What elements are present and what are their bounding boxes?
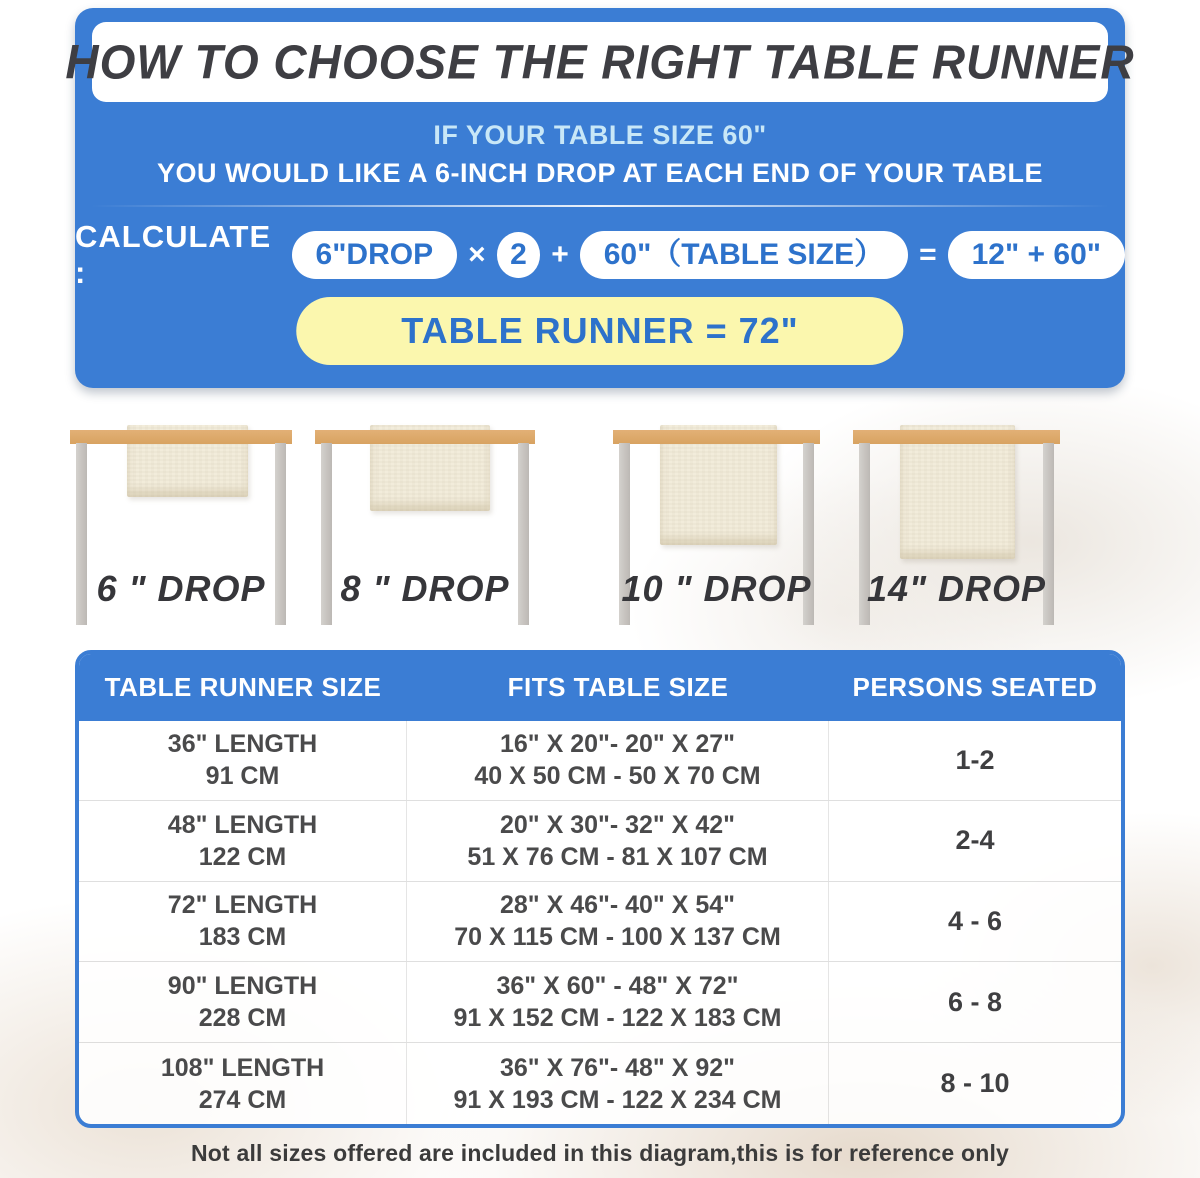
- runner-size-cm: 122 CM: [198, 842, 287, 871]
- fits-size-inches: 28" X 46"- 40" X 54": [499, 891, 736, 920]
- fits-size-inches: 20" X 30"- 32" X 42": [499, 810, 736, 839]
- persons-seated-cell: [829, 1043, 1121, 1124]
- header-cell-persons-seated: PERSONS SEATED: [852, 671, 1098, 702]
- times-sign: ×: [468, 238, 486, 271]
- table-row: [79, 720, 1121, 801]
- size-table-header: [78, 653, 1122, 721]
- header-cell-runner-size: TABLE RUNNER SIZE: [104, 671, 382, 702]
- fits-table-size-cell: [407, 1043, 829, 1124]
- runner-size-cm: 274 CM: [198, 1085, 287, 1114]
- drop-label: 10 " DROP: [621, 568, 812, 609]
- equals-sign: =: [919, 238, 937, 271]
- fits-size-inches: 16" X 20"- 20" X 27": [499, 729, 736, 758]
- page-title: HOW TO CHOOSE THE RIGHT TABLE RUNNER: [65, 34, 1135, 90]
- persons-seated-value: 2-4: [955, 825, 995, 856]
- runner-size-inches: 36" LENGTH: [167, 729, 318, 758]
- fits-table-size-cell: [407, 720, 829, 800]
- result-pill: TABLE RUNNER = 72": [296, 297, 903, 365]
- persons-seated-value: 4 - 6: [947, 906, 1003, 937]
- drop-label: 6 " DROP: [96, 568, 266, 609]
- persons-seated-value: 8 - 10: [940, 1068, 1010, 1099]
- calculation-row: [75, 219, 1125, 290]
- header-panel: [65, 8, 1135, 388]
- table-row: [79, 1043, 1121, 1124]
- plus-sign: +: [551, 238, 569, 271]
- size-table: [75, 650, 1125, 1128]
- drop-label: 8 " DROP: [340, 568, 510, 609]
- table-runner-illustration: [900, 425, 1015, 559]
- runner-size-cell: [79, 882, 407, 962]
- runner-size-inches: 48" LENGTH: [167, 810, 318, 839]
- persons-seated-cell: [829, 882, 1121, 962]
- runner-size-cm: 183 CM: [198, 923, 287, 952]
- persons-seated-cell: [829, 801, 1121, 881]
- fits-size-cm: 91 X 152 CM - 122 X 183 CM: [453, 1004, 782, 1033]
- runner-size-inches: 108" LENGTH: [160, 1053, 325, 1082]
- table-row: [79, 801, 1121, 882]
- tabletop-illustration: [853, 430, 1060, 444]
- fits-size-cm: 70 X 115 CM - 100 X 137 CM: [454, 923, 781, 952]
- runner-size-cm: 91 CM: [205, 761, 280, 790]
- drop-figure-8: [315, 430, 535, 630]
- runner-size-cell: [79, 962, 407, 1042]
- subtitle-line-1: IF YOUR TABLE SIZE 60": [433, 120, 767, 150]
- fits-size-inches: 36" X 76"- 48" X 92": [499, 1053, 736, 1082]
- runner-size-inches: 72" LENGTH: [167, 891, 318, 920]
- size-table-body: [79, 720, 1121, 1124]
- sum-pill: 12" + 60": [948, 231, 1125, 279]
- table-row: [79, 962, 1121, 1043]
- calculate-label: CALCULATE :: [75, 219, 272, 290]
- drop-figure-10: [613, 430, 820, 630]
- header-cell-fits-table-size: FITS TABLE SIZE: [507, 671, 729, 702]
- table-size-pill: 60"（TABLE SIZE）: [580, 231, 908, 279]
- drop-label: 14" DROP: [866, 568, 1047, 609]
- drop-figure-6: [70, 430, 292, 630]
- drop-pill: 6"DROP: [292, 231, 458, 279]
- runner-size-cm: 228 CM: [198, 1004, 287, 1033]
- runner-size-cell: [79, 720, 407, 800]
- tabletop-illustration: [70, 430, 292, 444]
- footer-note: Not all sizes offered are included in this diagram,this is for reference only: [190, 1140, 1010, 1166]
- multiplier-badge: 2: [497, 232, 541, 278]
- fits-table-size-cell: [407, 882, 829, 962]
- fits-size-cm: 51 X 76 CM - 81 X 107 CM: [467, 842, 768, 871]
- persons-seated-value: 1-2: [955, 744, 995, 775]
- runner-size-inches: 90" LENGTH: [167, 972, 318, 1001]
- persons-seated-value: 6 - 8: [947, 987, 1003, 1018]
- fits-table-size-cell: [407, 801, 829, 881]
- tabletop-illustration: [613, 430, 820, 444]
- persons-seated-cell: [829, 720, 1121, 800]
- title-bar: [65, 22, 1135, 102]
- drop-figure-14: [853, 430, 1060, 630]
- subtitle-line-2: YOU WOULD LIKE A 6-INCH DROP AT EACH END OF YOUR TABLE: [156, 158, 1044, 188]
- persons-seated-cell: [829, 962, 1121, 1042]
- runner-size-cell: [79, 1043, 407, 1124]
- runner-size-cell: [79, 801, 407, 881]
- divider-line: [91, 205, 1109, 207]
- fits-size-cm: 40 X 50 CM - 50 X 70 CM: [474, 761, 761, 790]
- fits-table-size-cell: [407, 962, 829, 1042]
- fits-size-inches: 36" X 60" - 48" X 72": [496, 972, 739, 1001]
- tabletop-illustration: [315, 430, 535, 444]
- table-row: [79, 882, 1121, 963]
- fits-size-cm: 91 X 193 CM - 122 X 234 CM: [453, 1085, 782, 1114]
